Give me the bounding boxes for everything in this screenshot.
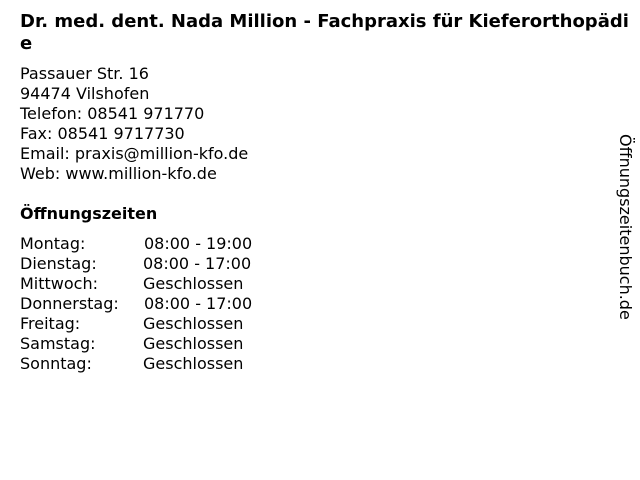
hours-row-sunday xyxy=(20,354,252,374)
email-address: Email: praxis@million-kfo.de xyxy=(20,144,249,163)
hours-day: Montag: xyxy=(20,234,86,253)
hours-row-thursday xyxy=(20,294,252,314)
hours-day: Donnerstag: xyxy=(20,294,119,313)
hours-time: Geschlossen xyxy=(143,354,244,373)
practice-title: Dr. med. dent. Nada Million - Fachpraxis für Kieferorthopädie xyxy=(20,11,629,54)
phone-number: Telefon: 08541 971770 xyxy=(20,104,205,123)
hours-row-tuesday xyxy=(20,254,252,274)
hours-day: Sonntag: xyxy=(20,354,92,373)
hours-time: Geschlossen xyxy=(143,314,244,333)
hours-day: Dienstag: xyxy=(20,254,97,273)
opening-hours-heading: Öffnungszeiten xyxy=(20,204,158,223)
opening-hours-table xyxy=(20,234,252,374)
hours-row-monday xyxy=(20,234,252,254)
hours-time: 08:00 - 17:00 xyxy=(143,254,252,273)
hours-time: 08:00 - 19:00 xyxy=(144,234,253,253)
fax-number: Fax: 08541 9717730 xyxy=(20,124,185,143)
address-city: 94474 Vilshofen xyxy=(20,84,150,103)
hours-day: Mittwoch: xyxy=(20,274,98,293)
hours-time: 08:00 - 17:00 xyxy=(144,294,253,313)
hours-time: Geschlossen xyxy=(143,334,244,353)
hours-time: Geschlossen xyxy=(143,274,244,293)
contact-block xyxy=(20,64,248,184)
hours-row-friday xyxy=(20,314,252,334)
hours-row-wednesday xyxy=(20,274,252,294)
website-address: Web: www.million-kfo.de xyxy=(20,164,217,183)
hours-day: Samstag: xyxy=(20,334,96,353)
hours-day: Freitag: xyxy=(20,314,81,333)
address-street: Passauer Str. 16 xyxy=(20,64,149,83)
site-brand-vertical: Öffnungszeitenbuch.de xyxy=(616,134,635,320)
hours-row-saturday xyxy=(20,334,252,354)
